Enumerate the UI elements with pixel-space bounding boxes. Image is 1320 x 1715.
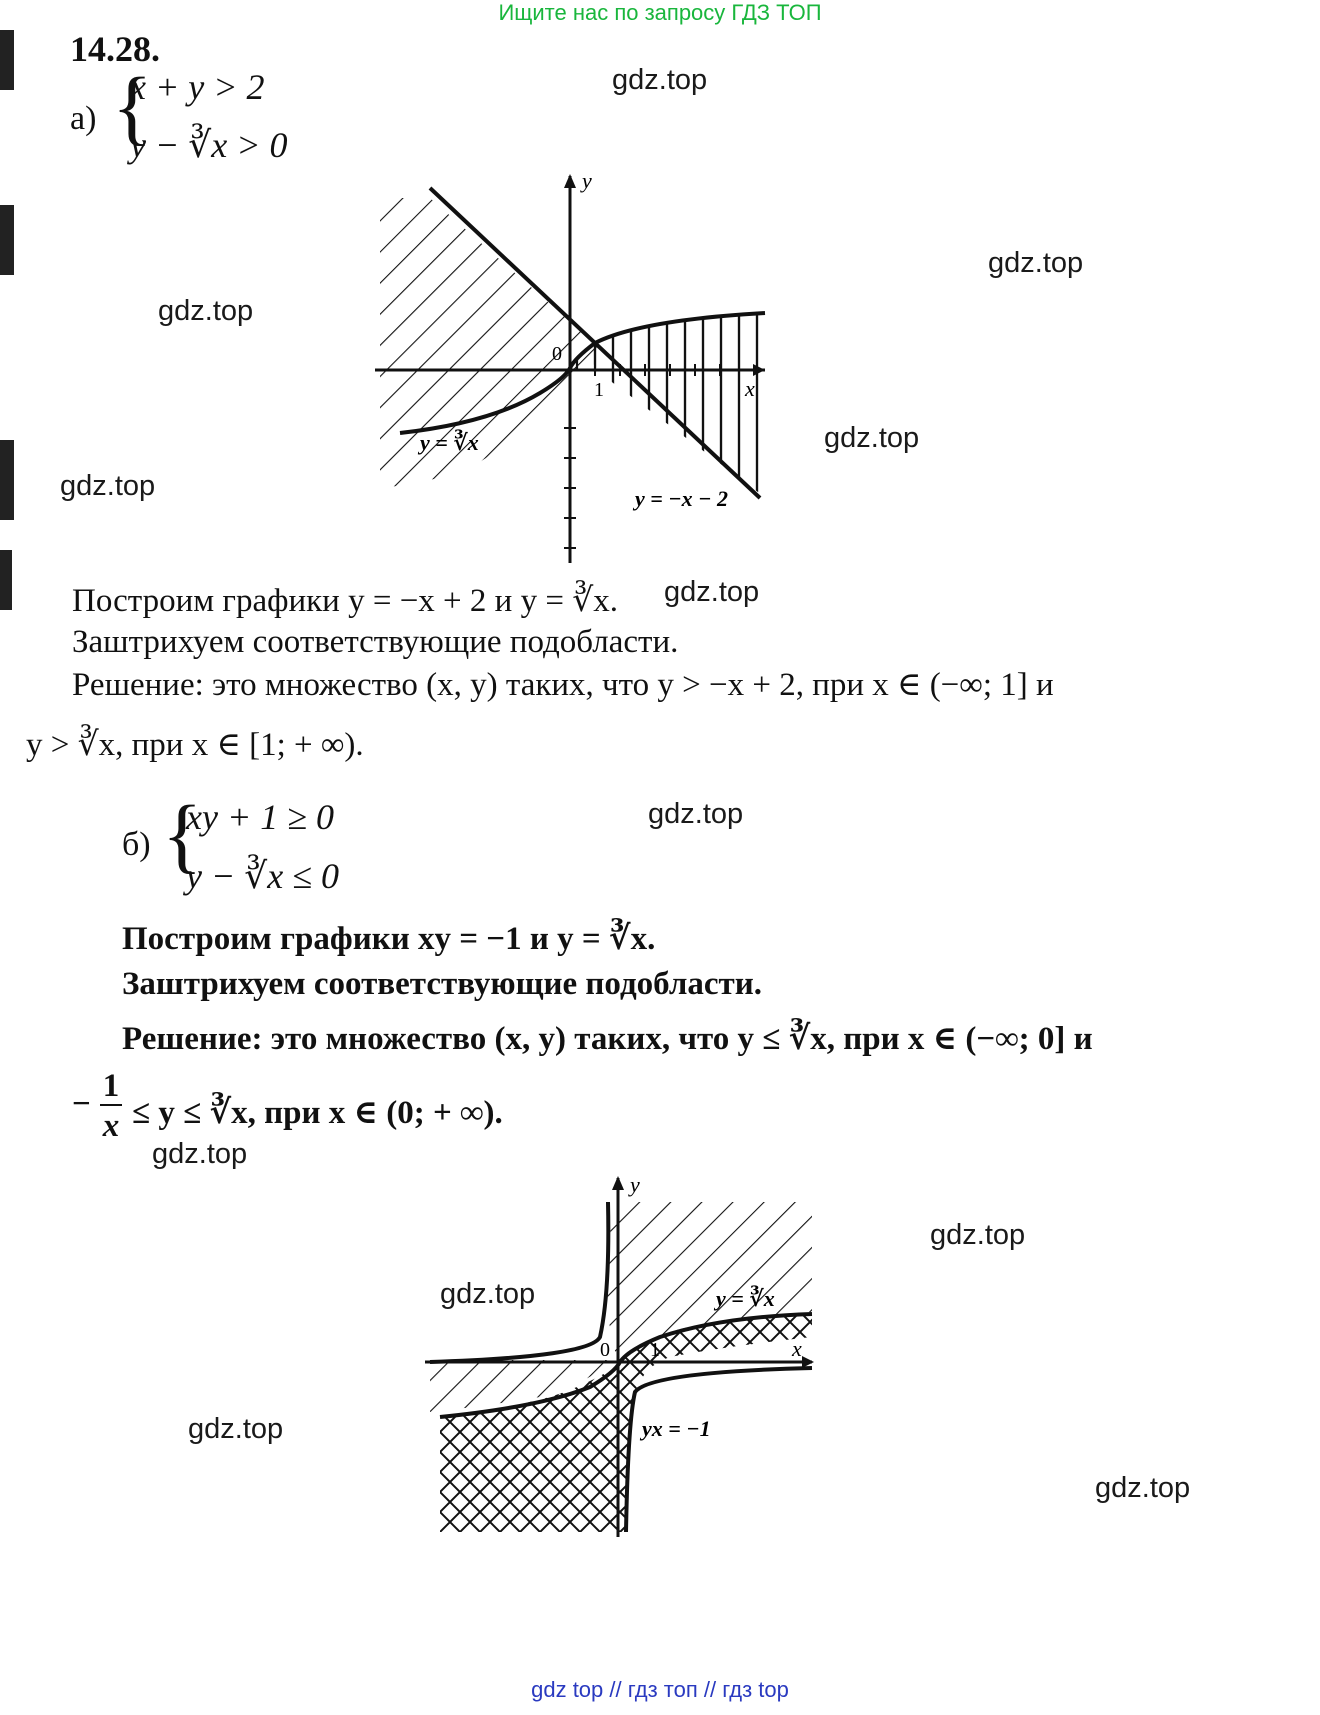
watermark: gdz.top (930, 1219, 1026, 1251)
part-b-line4: ≤ y ≤ ∛x, при x ∈ (0; + ∞). (132, 1095, 503, 1131)
hyperbola-label: yx = −1 (642, 1416, 711, 1441)
fraction-numerator: 1 (100, 1068, 122, 1106)
problem-number: 14.28. (70, 29, 160, 69)
part-b-minus: − (72, 1086, 91, 1122)
top-banner[interactable]: Ищите нас по запросу ГДЗ ТОП (498, 0, 822, 25)
tick-1-label: 1 (650, 1339, 660, 1361)
fraction-denominator: x (102, 1108, 120, 1144)
x-axis-label: x (792, 1336, 802, 1361)
part-b-line1: Построим графики xy = −1 и y = ∛x. (122, 921, 656, 957)
part-a-line3: Решение: это множество (x, y) таких, что y > −x + 2, при x ∈ (−∞; 1] и (72, 667, 1054, 703)
watermark: gdz.top (60, 470, 156, 502)
watermark: gdz.top (188, 1413, 284, 1445)
part-b-brace: { (162, 789, 203, 882)
line-label: y = −x − 2 (635, 486, 728, 511)
watermark: gdz.top (1095, 1472, 1191, 1504)
part-a-label: а) (70, 100, 97, 137)
origin-label: 0 (552, 343, 562, 365)
watermark: gdz.top (664, 576, 760, 608)
part-b-line3: Решение: это множество (x, y) таких, что y ≤ ∛x, при x ∈ (−∞; 0] и (122, 1021, 1093, 1057)
x-axis-label: x (745, 376, 755, 401)
watermark: gdz.top (152, 1138, 248, 1170)
part-a-line4: y > ∛x, при x ∈ [1; + ∞). (26, 727, 364, 763)
y-axis-label: y (582, 168, 592, 193)
part-a-eq2: y − ∛x > 0 (130, 125, 288, 165)
part-b-eq1: xy + 1 ≥ 0 (186, 797, 335, 837)
tick-1-label: 1 (594, 379, 604, 401)
part-a-brace: { (112, 61, 153, 154)
part-a-line1: Построим графики y = −x + 2 и y = ∛x. (72, 583, 618, 619)
part-b-graph (420, 1172, 820, 1542)
watermark: gdz.top (648, 798, 744, 830)
part-b-line2: Заштрихуем соответствующие подобласти. (122, 966, 762, 1002)
watermark: gdz.top (824, 422, 920, 454)
watermark: gdz.top (612, 64, 708, 96)
scan-edge-artifact (0, 20, 22, 620)
watermark: gdz.top (988, 247, 1084, 279)
curve-label: y = ∛x (716, 1286, 775, 1311)
origin-label: 0 (600, 1339, 610, 1361)
part-b-eq2: y − ∛x ≤ 0 (186, 856, 339, 896)
footer-links[interactable]: gdz top // гдз топ // гдз top (531, 1677, 789, 1702)
y-axis-label: y (630, 1172, 640, 1197)
part-b-label: б) (122, 826, 151, 863)
watermark: gdz.top (158, 295, 254, 327)
part-a-graph (370, 168, 780, 568)
part-a-eq1: x + y > 2 (130, 67, 265, 107)
region-hatch-diagonal (380, 198, 600, 488)
watermark: gdz.top (440, 1278, 536, 1310)
hyperbola-curve (430, 1202, 608, 1362)
part-a-line2: Заштрихуем соответствующие подобласти. (72, 624, 679, 660)
curve-label: y = ∛x (420, 430, 479, 455)
